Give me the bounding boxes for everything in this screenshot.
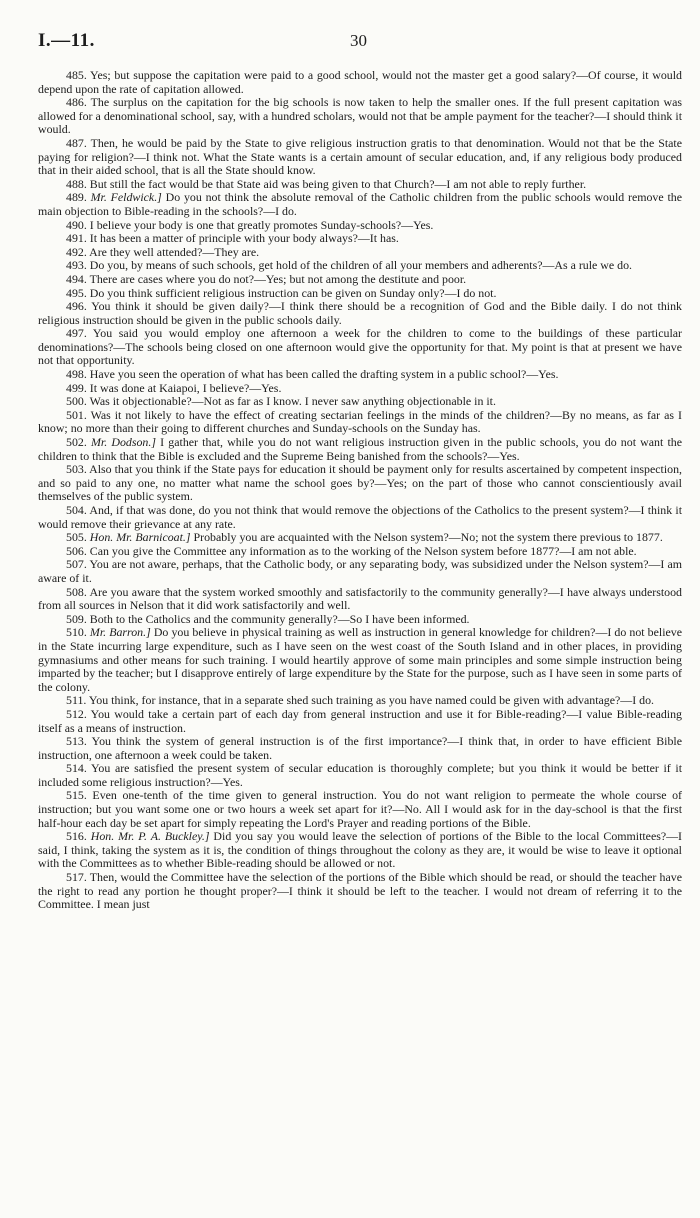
- page-number: 30: [350, 31, 367, 50]
- question-number: 510.: [66, 625, 87, 640]
- paragraph: 513. You think the system of general instruction is of the first importance?—I think that, in order to have efficient Bible instruction, one afternoon a week could be taken.: [38, 734, 682, 762]
- paragraph: 498. Have you seen the operation of what has been called the drafting system in a public school?—Yes.: [66, 367, 559, 382]
- paragraph: 497. You said you would employ one afternoon a week for the children to come to the buildings of these particular denominations?—The schools being closed on one afternoon would give the opportunity for that. My point is that at present we have not that opportunity.: [38, 326, 682, 368]
- paragraph: [38, 830, 682, 871]
- paragraph: 515. Even one-tenth of the time given to general instruction. You do not want religion to permeate the whole course of instruction; but you want some one or two hours a week set apart for it?—No. All I would ask for in the day-school is that the first half-hour each day be set apart for simply repeating the Lord's Prayer and reading portions of the Bible.: [38, 788, 682, 830]
- paragraph: 496. You think it should be given daily?—I think there should be a recognition of God and the Bible daily. I do not think religious instruction should be given in the public schools daily.: [38, 299, 682, 327]
- paragraph: 494. There are cases where you do not?—Yes; but not among the destitute and poor.: [66, 271, 467, 286]
- question-number: 505.: [66, 530, 87, 545]
- paragraph-text: Did you say you would leave the selection of portions of the Bible to the local Committees?—I said, I think, taking the system as it is, the condition of things throughout the colony as they are, it would be wise to leave it optional with the Committees as to whether Bible-reading should be allowed or not.: [38, 829, 682, 871]
- speaker-name: Mr. Feldwick.]: [90, 190, 162, 205]
- page-header: [38, 22, 682, 56]
- paragraph: [38, 626, 682, 694]
- paragraph: 501. Was it not likely to have the effect of creating sectarian feelings in the minds of the children?—By no means, as far as I know; no more than their going to different churches and Sunday-schools on the Sunday has.: [38, 407, 682, 436]
- paragraph: 512. You would take a certain part of each day from general instruction and use it for Bible-reading?—I value Bible-reading itself as a means of instruction.: [38, 706, 682, 735]
- paragraph: [38, 531, 682, 545]
- paragraph: 492. Are they well attended?—They are.: [66, 244, 260, 259]
- paragraph: 504. And, if that was done, do you not think that would remove the objections of the Catholics to the present system?—I think it would remove their grievance at any rate.: [38, 503, 682, 531]
- paragraph: 503. Also that you think if the State pays for education it should be payment only for results ascertained by competent inspection, and so paid to any one, no matter what name the school goes by?—Yes; on the part of those who cannot conscientiously avail themselves of the public system.: [38, 462, 682, 504]
- speaker-name: Hon. Mr. P. A. Buckley.]: [90, 829, 210, 844]
- paragraph: 508. Are you aware that the system worked smoothly and satisfactorily to the community generally?—I have always understood from all sources in Nelson that it did work satisfactorily and well.: [38, 584, 682, 613]
- paragraph-text: Probably you are acquainted with the Nelson system?—No; not the system there previous to 1877.: [193, 530, 663, 545]
- question-number: 489.: [66, 190, 87, 205]
- paragraph: 500. Was it objectionable?—Not as far as I know. I never saw anything objectionable in it.: [66, 394, 496, 409]
- paragraph: 487. Then, he would be paid by the State to give religious instruction gratis to that denomination. Would not that be the State paying for religion?—I think not. What the State wants is a certain amount of secular education, and, if any religious body produced that in their aided school, that is all the State should know.: [38, 135, 682, 178]
- question-number: 502.: [66, 435, 87, 450]
- paragraph: 490. I believe your body is one that greatly promotes Sunday-schools?—Yes.: [66, 217, 434, 232]
- paragraph: 509. Both to the Catholics and the community generally?—So I have been informed.: [66, 611, 470, 626]
- speaker-name: Mr. Barron.]: [89, 625, 151, 640]
- document-body: [38, 69, 682, 912]
- paragraph: 506. Can you give the Committee any information as to the working of the Nelson system before 1877?—I am not able.: [66, 543, 637, 558]
- paragraph: 491. It has been a matter of principle with your body always?—It has.: [66, 231, 399, 246]
- paragraph: 495. Do you think sufficient religious instruction can be given on Sunday only?—I do not.: [66, 285, 497, 300]
- paragraph: 517. Then, would the Committee have the selection of the portions of the Bible which should be read, or should the teacher have the right to read any portion he thought proper?—I think it should be left to the teacher. I would not dream of referring it to the Committee. I mean just: [38, 870, 682, 912]
- question-number: 516.: [66, 829, 87, 844]
- paragraph: [38, 191, 682, 218]
- paragraph: 488. But still the fact would be that State aid was being given to that Church?—I am not able to reply further.: [66, 176, 587, 191]
- paragraph-text: I gather that, while you do not want religious instruction given in the public schools, you do not want the children to think that the Bible is excluded and the Supreme Being banished from the schools?—Yes.: [38, 435, 682, 463]
- paragraph-text: Do you believe in physical training as well as instruction in general knowledge for children?—I do not believe in the State incurring large expenditure, such as I have seen on the west coast of the South Island and in other places, in providing gymnasiums and other means for such training. I would heartily approve of some main principles and some simple instruction being imparted by the teacher; but I disapprove entirely of large expenditure by the State for the purpose, such as I have seen in some parts of the colony.: [38, 625, 683, 694]
- paragraph: 485. Yes; but suppose the capitation were paid to a good school, would not the master get a good salary?—Of course, it would depend upon the rate of capitation allowed.: [38, 68, 682, 96]
- paragraph: 514. You are satisfied the present system of secular education is thoroughly complete; but you think it would be better if it included some religious instruction?—Yes.: [38, 761, 682, 789]
- document-reference: I.—11.: [38, 30, 95, 51]
- paragraph: [38, 436, 682, 463]
- paragraph: 511. You think, for instance, that in a separate shed such training as you have named could be given with advantage?—I do.: [66, 693, 654, 708]
- paragraph: 507. You are not aware, perhaps, that the Catholic body, or any separating body, was subsidized under the Nelson system?—I am aware of it.: [38, 557, 682, 585]
- paragraph-text: Do you not think the absolute removal of the Catholic children from the public schools would remove the main objection to Bible-reading in the schools?—I do.: [38, 190, 682, 218]
- paragraph: 499. It was done at Kaiapoi, I believe?—Yes.: [66, 380, 282, 395]
- speaker-name: Hon. Mr. Barnicoat.]: [89, 530, 191, 545]
- paragraph: 486. The surplus on the capitation for the big schools is now taken to help the smaller ones. If the full present capitation was allowed for a denominational school, say, with a hundred scholars, would not that be ample payment for the teacher?—I should think it would.: [38, 95, 682, 137]
- paragraph: 493. Do you, by means of such schools, get hold of the children of all your members and adherents?—As a rule we do.: [66, 258, 632, 273]
- speaker-name: Mr. Dodson.]: [91, 435, 156, 450]
